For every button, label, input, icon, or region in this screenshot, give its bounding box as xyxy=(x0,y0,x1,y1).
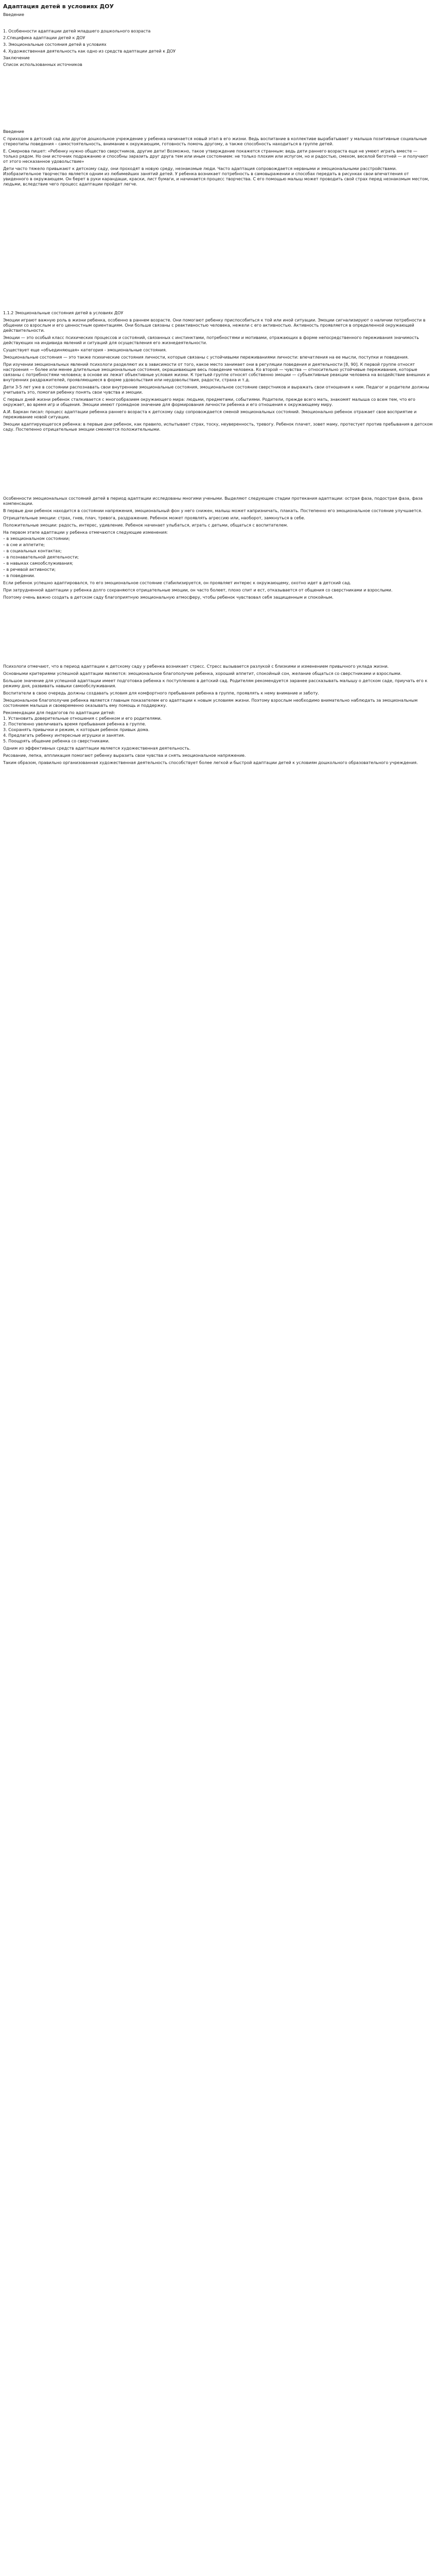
list-item: 2. Постепенно увеличивать время пребывания ребенка в группе. xyxy=(3,722,146,726)
body-paragraph: При изучении эмоциональных явлений психологи разделяют их в зависимости от того, какое место занимает они в регуляции поведения и деятельности [8, 90]. К первой группе относят настроения — более или менее длительные эмоциональные состояния, окрашивающие весь поведение человека. Ко второй — чувства — относительно устойчивые переживания, которые связаны с потребностями человека; в основе их лежат объективные условия жизни. К третьей группе относят собственно эмоции — субъективные реакции человека на воздействие внешних и внутренних раздражителей, проявляющиеся в форме удовольствия или неудовольствия, радости, страха и т.д. xyxy=(3,362,430,382)
toc-item-4[interactable]: 4. Художественная деятельность как одно из средств адаптации детей к ДОУ xyxy=(3,49,176,54)
body-paragraph: Дети 3-5 лет уже в состоянии распознавать свои внутренние эмоциональные состояния, эмоциональное состояние сверстников и выражать свои отношения к ним. Педагог и родители должны учитывать это, помогая ребенку понять свои чувства и эмоции. xyxy=(3,385,429,395)
body-paragraph: А.И. Баркан писал: процесс адаптации ребенка раннего возраста к детскому саду сопровождается сменой эмоциональных состояний. Эмоционально ребенок отражает свое восприятие и переживание новой ситуации. xyxy=(3,410,417,419)
toc-item-2[interactable]: 2.Специфика адаптации детей к ДОУ xyxy=(3,36,85,40)
body-paragraph: Основными критериями успешной адаптации являются: эмоциональное благополучие ребенка, хороший аппетит, спокойный сон, желание общаться со сверстниками и взрослыми. xyxy=(3,671,402,676)
body-paragraph: В первые дни ребенок находится в состоянии напряжения, эмоциональный фон у него снижен, малыш может капризничать, плакать. Постепенно его эмоциональное состояние улучшается. xyxy=(3,509,423,513)
list-item: – в сне и аппетите; xyxy=(3,543,45,547)
body-paragraph: Отрицательные эмоции: страх, гнев, плач, тревога, раздражение. Ребенок может проявлять агрессию или, наоборот, замкнуться в себе. xyxy=(3,516,305,520)
body-paragraph: Эмоциональные состояния — это также психические состояния личности, которые связаны с устойчивыми переживаниями личности: впечатления на ее мысли, поступки и поведения. xyxy=(3,355,409,360)
body-paragraph: Психологи отмечают, что в период адаптации к детскому саду у ребенка возникает стресс. Стресс вызывается разлукой с близкими и изменением привычного уклада жизни. xyxy=(3,664,389,669)
section-heading: 1.1.2 Эмоциональные состояния детей в условиях ДОУ xyxy=(3,311,124,315)
intro-heading: Введение xyxy=(3,129,24,134)
list-item: – в социальных контактах; xyxy=(3,549,62,553)
intro-paragraph: С приходом в детский сад или другое дошкольное учреждение у ребенка начинается новый этап в его жизни. Ведь воспитание в коллективе вырабатывает у малыша позитивные социальные стереотипы поведения – самостоятельность, внимание к окружающим, готовность помочь другому, а также способность находиться в группе детей. xyxy=(3,137,427,146)
toc-item-1[interactable]: 1. Особенности адаптации детей младшего дошкольного возраста xyxy=(3,29,151,33)
list-item: – в эмоциональном состоянии; xyxy=(3,536,70,541)
body-paragraph: Большое значение для успешной адаптации имеет подготовка ребенка к поступлению в детский сад. Родителям рекомендуется заранее рассказывать малышу о детском саде, приучать его к режиму дня, развивать навыки самообслуживания. xyxy=(3,679,428,688)
intro-paragraph: Дети часто тяжело привыкают к детскому саду, они проходят в новую среду, незнакомые люди. Часто адаптация сопровождается нервными и эмоциональными расстройствами. Изобразительное творчество является одним из любимейших занятий детей. У ребенка возникает потребность в самовыражении и способах передать в рисунках свои впечатления от увиденного в окружающем. Он берет в руки карандаши, краски, лист бумаги, и начинается процесс творчества. С его помощью малыш может проводить свой страх перед незнакомым местом, людьми, вследствие чего процесс адаптации пройдет легче. xyxy=(3,166,429,187)
body-paragraph: Положительные эмоции: радость, интерес, удивление. Ребенок начинает улыбаться, играть с детьми, общаться с воспитателем. xyxy=(3,523,288,528)
list-item: 3. Сохранять привычки и режим, к которым ребенок привык дома. xyxy=(3,727,150,732)
list-intro: На первом этапе адаптации у ребенка отмечаются следующие изменения: xyxy=(3,530,168,535)
body-paragraph: Эмоции играют важную роль в жизни ребенка, особенно в раннем возрасте. Они помогают ребенку приспособиться к той или иной ситуации. Эмоции сигнализируют о наличии потребности в общении со взрослым и его ценностным ориентациям. Они больше связаны с реактивностью человека, нежели с его активностью. Активность проявляется в определенной окружающей действительности. xyxy=(3,318,426,333)
body-paragraph: Воспитатели в свою очередь должны создавать условия для комфортного пребывания ребенка в группе, проявлять к нему внимание и заботу. xyxy=(3,691,319,696)
list-item: – в познавательной деятельности; xyxy=(3,555,79,560)
toc-item-references[interactable]: Список использованных источников xyxy=(3,62,82,67)
body-paragraph: Эмоциональное благополучие ребенка является главным показателем его адаптации к новым условиям жизни. Поэтому взрослым необходимо внимательно наблюдать за эмоциональным состоянием малыша и своевременно оказывать ему помощь и поддержку. xyxy=(3,698,418,708)
body-paragraph: Поэтому очень важно создать в детском саду благоприятную эмоциональную атмосферу, чтобы ребенок чувствовал себя защищенным и спокойным. xyxy=(3,595,334,600)
list-item: 5. Поощрять общение ребенка со сверстниками. xyxy=(3,739,110,743)
body-paragraph: Если ребенок успешно адаптировался, то его эмоциональное состояние стабилизируется, он проявляет интерес к окружающему, охотно идет в детский сад. xyxy=(3,581,352,585)
body-paragraph: Эмоции — это особый класс психических процессов и состояний, связанных с инстинктами, потребностями и мотивами, отражающих в форме непосредственного переживания значимость действующих на индивида явлений и ситуаций для осуществления его жизнедеятельности. xyxy=(3,335,419,345)
toc-item-3[interactable]: 3. Эмоциональные состояния детей в условиях xyxy=(3,42,107,47)
list-item: – в поведении. xyxy=(3,573,36,578)
list-intro: Рекомендации для педагогов по адаптации детей: xyxy=(3,710,115,715)
list-item: – в речевой активности; xyxy=(3,567,56,572)
list-item: 1. Установить доверительные отношения с ребенком и его родителями. xyxy=(3,716,162,721)
toc-item-conclusion[interactable]: Заключение xyxy=(3,56,30,60)
table-of-contents xyxy=(3,12,433,67)
body-paragraph: Рисование, лепка, аппликация помогают ребенку выразить свои чувства и снять эмоциональное напряжение. xyxy=(3,753,246,758)
body-paragraph: Эмоции адаптирующегося ребенка: в первые дни ребенок, как правило, испытывает страх, тоску, неуверенность, тревогу. Ребенок плачет, зовет маму, протестует против пребывания в детском саду. Постепенно отрицательные эмоции сменяются положительными. xyxy=(3,422,433,432)
body-paragraph: Одним из эффективных средств адаптации является художественная деятельность. xyxy=(3,746,191,751)
document-title: Адаптация детей в условиях ДОУ xyxy=(3,3,114,10)
body-paragraph: Существует еще «объединяющая» категория - эмоциональные состояния. xyxy=(3,348,167,352)
intro-paragraph: Е. Смирнова пишет: «Ребенку нужно общество сверстников, другие дети! Возможно, такое утверждение покажется странным: ведь дети раннего возраста еще не умеют играть вместе — только рядом. Но они источник подражанию и способны заразить друг друга тем или иным состоянием: не только плохим или испугом, но и радостью, смехом, веселой беготней — и получают от этого несказанное удовольствие» xyxy=(3,149,428,164)
body-paragraph: При затрудненной адаптации у ребенка долго сохраняются отрицательные эмоции, он часто болеет, плохо спит и ест, отказывается от общения со сверстниками и взрослыми. xyxy=(3,588,393,592)
body-paragraph: Особенности эмоциональных состояний детей в период адаптации исследованы многими учеными. Выделяют следующие стадии протекания адаптации: острая фаза, подострая фаза, фаза компенсации. xyxy=(3,496,423,506)
list-item: 4. Предлагать ребенку интересные игрушки и занятия. xyxy=(3,733,125,738)
toc-item-intro[interactable]: Введение xyxy=(3,12,24,17)
body-paragraph: С первых дней жизни ребенок сталкивается с многообразием окружающего мира: людьми, предметами, событиями. Родители, прежде всего мать, знакомят малыша со всем тем, что его окружает, во время игр и общения. Эмоции имеют громадное значение для формирования личности ребенка и его отношения к окружающему миру. xyxy=(3,397,415,407)
list-item: – в навыках самообслуживания; xyxy=(3,561,74,566)
body-paragraph: Таким образом, правильно организованная художественная деятельность способствует более легкой и быстрой адаптации детей к условиям дошкольного образовательного учреждения. xyxy=(3,760,418,765)
